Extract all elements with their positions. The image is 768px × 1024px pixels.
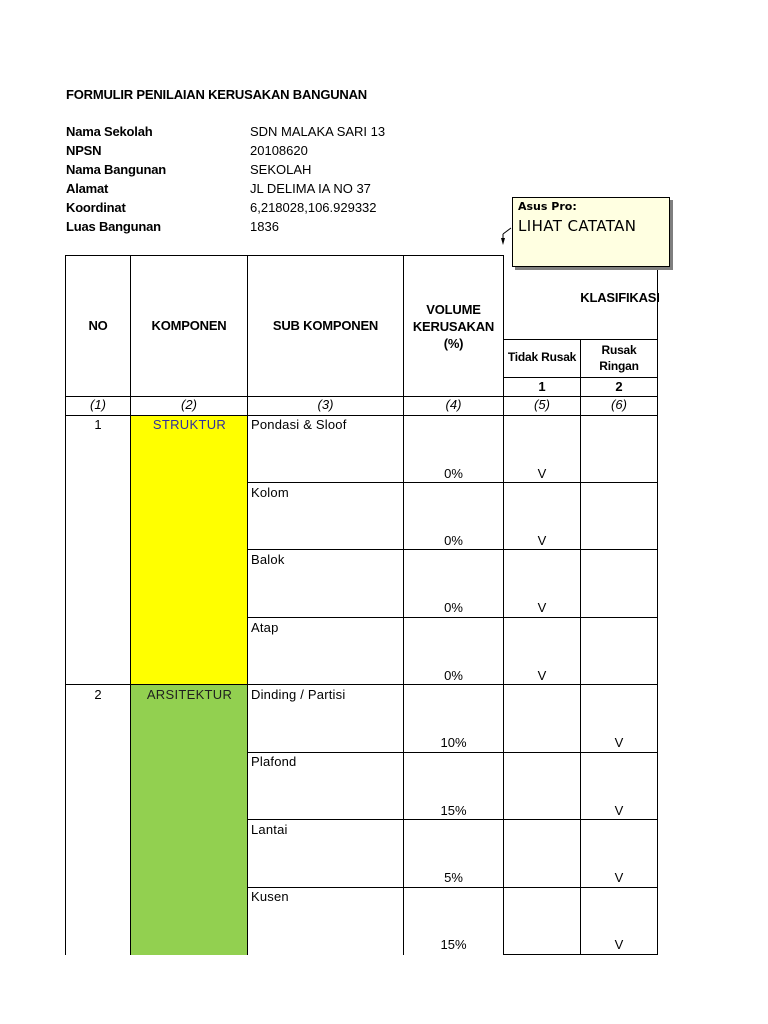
info-label: Nama Bangunan [66, 162, 166, 177]
table-line [503, 954, 658, 955]
class-number-2: 2 [615, 379, 623, 394]
table-line [247, 819, 658, 820]
column-number: (5) [534, 397, 550, 412]
table-line [247, 617, 658, 618]
table-line [247, 482, 658, 483]
table-line [247, 752, 658, 753]
table-line [65, 255, 66, 955]
header-no: NO [88, 318, 108, 333]
sub-komponen-label: Atap [251, 620, 279, 635]
volume-value: 15% [440, 803, 467, 818]
column-number: (6) [611, 397, 627, 412]
header-volume-line: (%) [443, 336, 464, 351]
column-number: (4) [445, 397, 462, 412]
column-number: (1) [90, 397, 106, 412]
table-line [247, 255, 248, 955]
header-rusak-ringan-line: Ringan [599, 359, 639, 373]
table-line [503, 377, 658, 378]
group-number: 1 [94, 417, 102, 432]
tidak-rusak-mark: V [537, 600, 547, 615]
class-number-1: 1 [538, 379, 546, 394]
sub-komponen-label: Lantai [251, 822, 288, 837]
komponen-label: STRUKTUR [152, 417, 227, 432]
info-value: JL DELIMA IA NO 37 [250, 181, 371, 196]
rusak-ringan-mark: V [614, 870, 624, 885]
info-value: 1836 [250, 219, 279, 234]
table-line [65, 415, 658, 416]
sub-komponen-label: Balok [251, 552, 285, 567]
header-volume [404, 301, 503, 352]
comment-text: LIHAT CATATAN [518, 217, 637, 235]
volume-value: 0% [444, 600, 463, 615]
sub-komponen-label: Kolom [251, 485, 289, 500]
header-volume-line: VOLUME [426, 302, 481, 317]
volume-value: 0% [444, 533, 463, 548]
komponen-label: ARSITEKTUR [146, 687, 233, 702]
info-label: Luas Bangunan [66, 219, 161, 234]
sub-komponen-label: Dinding / Partisi [251, 687, 346, 702]
header-sub-komponen: SUB KOMPONEN [272, 318, 379, 333]
group-number: 2 [94, 687, 102, 702]
tidak-rusak-mark: V [537, 466, 547, 481]
info-label: Koordinat [66, 200, 126, 215]
info-label: Alamat [66, 181, 109, 196]
page-title: FORMULIR PENILAIAN KERUSAKAN BANGUNAN [66, 87, 367, 102]
table-line [247, 887, 658, 888]
table-line [130, 255, 131, 955]
info-value: SDN MALAKA SARI 13 [250, 124, 386, 139]
comment-author: Asus Pro: [518, 200, 577, 213]
tidak-rusak-mark: V [537, 533, 547, 548]
rusak-ringan-mark: V [614, 803, 624, 818]
info-value: SEKOLAH [250, 162, 312, 177]
comment-arrow-icon [500, 226, 512, 246]
komponen-fill-arsitektur [131, 684, 248, 955]
volume-value: 0% [444, 466, 463, 481]
table-line [247, 549, 658, 550]
column-number: (3) [317, 397, 334, 412]
info-value: 20108620 [250, 143, 308, 158]
volume-value: 10% [440, 735, 467, 750]
volume-value: 15% [440, 937, 467, 952]
komponen-fill-struktur [131, 415, 248, 684]
info-label: NPSN [66, 143, 102, 158]
sub-komponen-label: Pondasi & Sloof [251, 417, 347, 432]
header-tidak-rusak: Tidak Rusak [507, 350, 577, 364]
volume-value: 0% [444, 668, 463, 683]
info-label: Nama Sekolah [66, 124, 153, 139]
table-line [65, 684, 658, 685]
header-volume-line: KERUSAKAN [412, 319, 495, 334]
table-line [580, 339, 581, 955]
info-value: 6,218028,106.929332 [250, 200, 377, 215]
header-rusak-ringan [581, 342, 657, 374]
sub-komponen-label: Plafond [251, 754, 297, 769]
header-rusak-ringan-line: Rusak [601, 343, 637, 357]
header-klasifikasi: KLASIFIKASI [580, 290, 660, 305]
header-komponen: KOMPONEN [151, 318, 227, 333]
volume-value: 5% [444, 870, 463, 885]
table-line [657, 267, 658, 955]
rusak-ringan-mark: V [614, 735, 624, 750]
sub-komponen-label: Kusen [251, 889, 289, 904]
table-line [65, 255, 504, 256]
cell-comment[interactable] [512, 197, 670, 267]
rusak-ringan-mark: V [614, 937, 624, 952]
tidak-rusak-mark: V [537, 668, 547, 683]
column-number: (2) [181, 397, 197, 412]
table-line [503, 339, 658, 340]
